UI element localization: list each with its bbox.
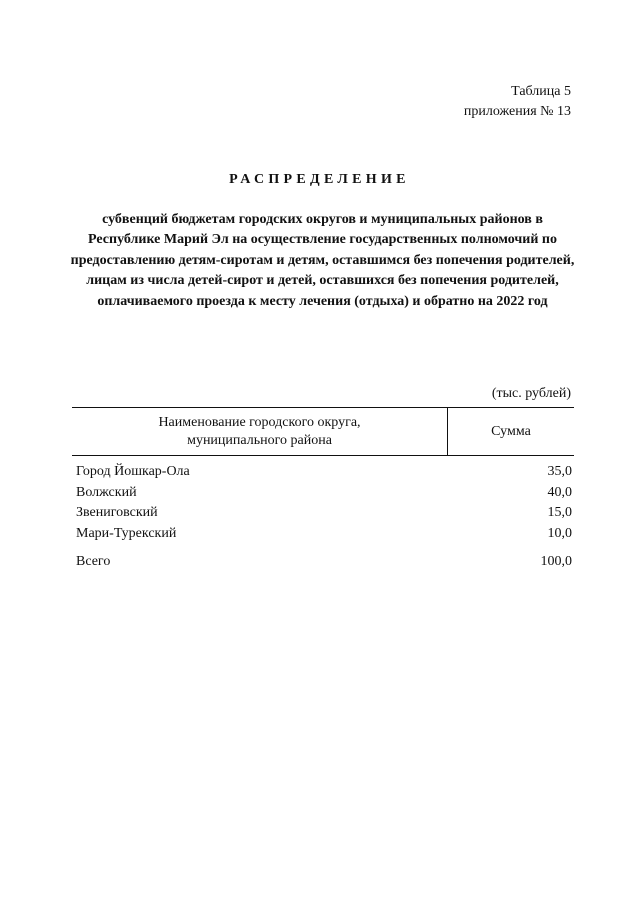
row-value: 15,0: [547, 505, 572, 520]
table-body: [76, 462, 572, 573]
row-name: Звениговский: [76, 505, 158, 520]
column-header-sum: Сумма: [491, 423, 531, 439]
row-name: Волжский: [76, 484, 137, 500]
table-row: [76, 483, 572, 504]
appendix-reference: приложения № 13: [463, 104, 571, 119]
total-row: [76, 552, 572, 573]
column-header-name: [72, 408, 448, 455]
column-header-name-line2: муниципального района: [187, 432, 332, 448]
table-row: [76, 524, 572, 545]
total-value: 100,0: [540, 554, 572, 569]
row-value: 35,0: [547, 464, 572, 479]
document-subtitle: субвенций бюджетам городских округов и муниципальных районов в Республике Марий Эл на осуществление государственных полномочий по предоставлению детям-сиротам и детям, оставшимся без попечения родителей, лицам из числа детей-сирот и детей, оставшихся без попечения родителей, оплачиваемого проезда к месту лечения (отдыха) и обратно на 2022 год: [70, 212, 575, 309]
table-header: [72, 407, 574, 456]
units-label: (тыс. рублей): [491, 386, 571, 401]
table-row: [76, 462, 572, 483]
row-name: Город Йошкар-Ола: [76, 464, 190, 479]
row-value: 10,0: [547, 525, 572, 541]
table-row: [76, 503, 572, 524]
table-reference: Таблица 5: [511, 84, 571, 99]
row-name: Мари-Турекский: [76, 525, 177, 541]
row-value: 40,0: [547, 484, 572, 500]
document-title: РАСПРЕДЕЛЕНИЕ: [229, 172, 410, 187]
column-header-name-line1: Наименование городского округа,: [158, 414, 361, 430]
distribution-table: [72, 407, 574, 456]
total-label: Всего: [76, 554, 111, 569]
